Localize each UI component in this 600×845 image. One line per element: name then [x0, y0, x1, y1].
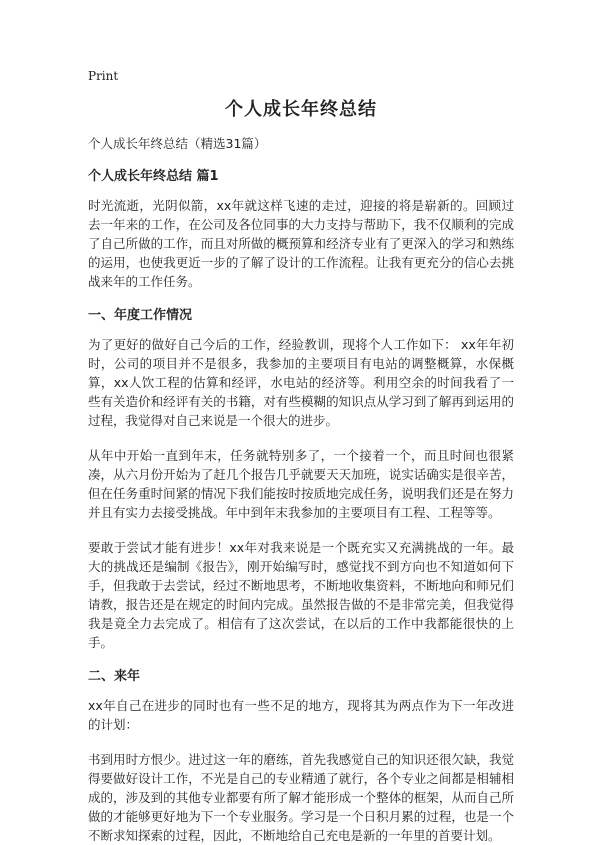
print-link[interactable]: Print — [88, 69, 119, 83]
section-heading-next-year: 二、来年 — [88, 669, 141, 684]
paragraph-shortcomings: xx年自己在进步的同时也有一些不足的地方，现将其为两点作为下一年改进的计划： — [88, 698, 514, 732]
paragraph-learning: 书到用时方恨少。进过这一年的磨练，首先我感觉自己的知识还很欠缺，我觉得要做好设计工作，不光是自己的专业精通了就行，各个专业之间都是相辅相成的，涉及到的其他专业都要有所了解才能形成一个整体的框架，从而自己所做的才能够更好地为下一个专业服务。学习是一个日积月累的过程，也是一个不断求知探索的过程，因此，不断地给自己充电是新的一年里的首要计划。 — [88, 752, 514, 843]
document-subtitle: 个人成长年终总结（精选31篇） — [88, 136, 267, 151]
document-title: 个人成长年终总结 — [225, 99, 377, 120]
section-heading-annual-work: 一、年度工作情况 — [88, 308, 193, 323]
paragraph-challenge: 要敢于尝试才能有进步！xx年对我来说是一个既充实又充满挑战的一年。最大的挑战还是编制《报告》，刚开始编写时，感觉找不到方向也不知道如何下手，但我敢于去尝试，经过不断地思考，不断地收集资料，不断地向和师兄们请教，报告还是在规定的时间内完成。虽然报告做的不是非常完美，但我觉得我是竟全力去完成了。相信有了这次尝试，在以后的工作中我都能很快的上手。 — [88, 540, 514, 650]
intro-paragraph: 时光流逝，光阴似箭，xx年就这样飞速的走过，迎接的将是崭新的。回顾过去一年来的工作，在公司及各位同事的大力支持与帮助下，我不仅顺利的完成了自己所做的工作，而且对所做的概预算和经济专业有了更深入的学习和熟练的运用，也使我更近一步的了解了设计的工作流程。让我有更充分的信心去挑战来年的工作任务。 — [88, 198, 514, 289]
paragraph-mid-year: 从年中开始一直到年末，任务就特别多了，一个接着一个，而且时间也很紧凑，从六月份开始为了赶几个报告几乎就要天天加班，说实话确实是很辛苦，但在任务重时间紧的情况下我们能按时按质地完成任务，说明我们还是在努力并且有实力去接受挑战。年中到年末我参加的主要项目有工程、工程等等。 — [88, 448, 514, 520]
chapter-heading: 个人成长年终总结 篇1 — [88, 169, 219, 184]
paragraph-early-year: 为了更好的做好自己今后的工作，经验教训，现将个人工作如下： xx年年初时，公司的项目并不是很多，我参加的主要项目有电站的调整概算，水保概算，xx人饮工程的估算和经评，水电站的经济等。利用空余的时间我看了一些有关造价和经评有关的书籍，对有些模糊的知识点从学习到了解再到运用的过程，我觉得对自己来说是一个很大的进步。 — [88, 337, 514, 428]
